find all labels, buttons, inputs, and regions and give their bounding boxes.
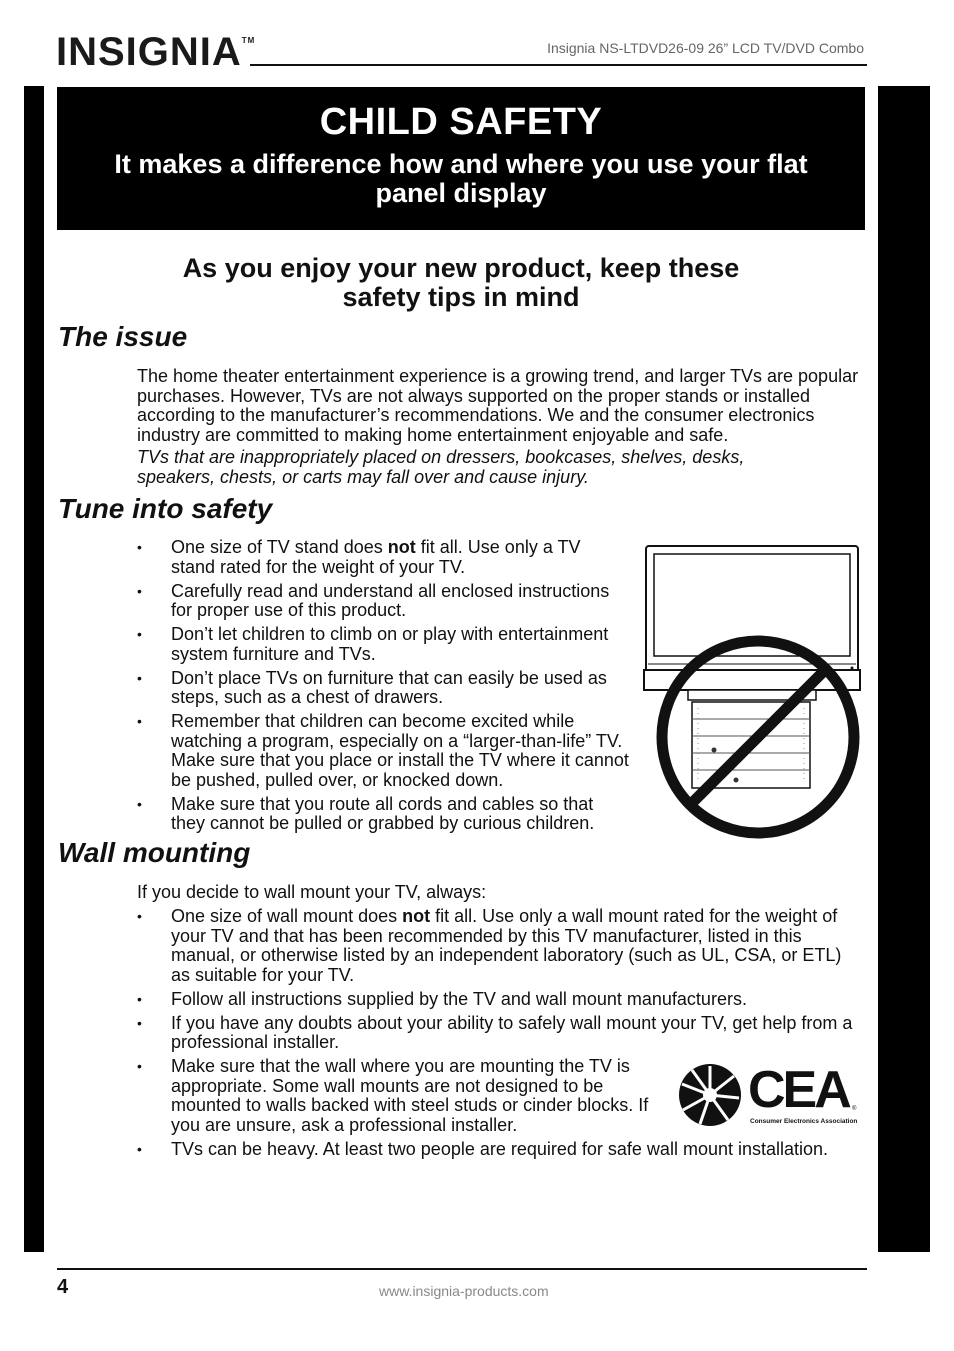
tune-heading: Tune into safety (58, 493, 273, 524)
issue-heading: The issue (58, 321, 188, 352)
intro-heading: As you enjoy your new product, keep these safety tips in mind (182, 253, 740, 312)
title-banner (57, 87, 865, 230)
document-title: Insignia NS-LTDVD26-09 26” LCD TV/DVD Combo (547, 40, 864, 56)
cea-registered-mark: ® (852, 1106, 857, 1112)
left-edge-bar (24, 86, 44, 1252)
cea-burst-icon (676, 1062, 744, 1128)
page-number: 4 (57, 1276, 69, 1298)
list-item: • Don’t place TVs on furniture that can easily be used as steps, such as a chest of drawers. (137, 667, 607, 707)
banner-title: CHILD SAFETY (319, 101, 603, 143)
list-item: • If you have any doubts about your ability to safely wall mount your TV, get help from a professional installer. (137, 1012, 853, 1052)
list-item: • Carefully read and understand all enclosed instructions for proper use of this product. (137, 580, 610, 620)
right-edge-bar (878, 86, 930, 1252)
list-item: • Make sure that you route all cords and cables so that they cannot be pulled or grabbed by curious children. (137, 793, 595, 833)
brand-logo: INSIGNIA™ (56, 30, 256, 74)
list-item: • Follow all instructions supplied by the TV and wall mount manufacturers. (137, 988, 747, 1009)
issue-warning: TVs that are inappropriately placed on dressers, bookcases, shelves, desks, speakers, chests, or carts may fall over and cause injury. (137, 447, 745, 487)
footer-divider (57, 1268, 867, 1270)
tv-on-dresser-prohibited-icon (640, 542, 864, 842)
list-item: • Remember that children can become excited while watching a program, especially on a “larger-than-life” TV. Make sure that you place or install the TV where it cannot be pushed, pulled over, or knocked down. (137, 711, 629, 790)
list-item: • Don’t let children to climb on or play with entertainment system furniture and TVs. (137, 624, 609, 664)
issue-body: The home theater entertainment experience is a growing trend, and larger TVs are popular purchases. However, TVs are not always supported on the proper stands or installed according to the manufacturer’s recommendations. We and the consumer electronics industry are committed to making home entertainment enjoyable and safe. (137, 366, 859, 445)
banner-subtitle: It makes a difference how and where you use your flat panel display (114, 149, 808, 208)
cea-wordmark: CEA (748, 1061, 849, 1119)
cea-logo (676, 1060, 862, 1130)
wall-heading: Wall mounting (58, 837, 251, 868)
list-item: • One size of TV stand does not fit all. Use only a TV stand rated for the weight of your TV. (137, 537, 581, 577)
logo-trademark: TM (241, 36, 256, 45)
cea-tagline: Consumer Electronics Association (750, 1118, 858, 1125)
header-divider (250, 64, 867, 66)
wall-lead: If you decide to wall mount your TV, always: (137, 882, 487, 902)
list-item: • TVs can be heavy. At least two people are required for safe wall mount installation. (137, 1138, 829, 1159)
list-item: • Make sure that the wall where you are mounting the TV is appropriate. Some wall mounts are not designed to be mounted to walls backed with steel studs or cinder blocks. If you are unsure, ask a professional installer. (137, 1056, 649, 1135)
footer-url: www.insignia-products.com (379, 1283, 549, 1299)
list-item: • One size of wall mount does not fit all. Use only a wall mount rated for the weight of your TV and that has been recommended by this TV manufacturer, listed in this manual, or otherwise listed by an independent laboratory (such as UL, CSA, or ETL) as suitable for your TV. (137, 906, 842, 985)
tune-bullet-list (137, 538, 629, 838)
